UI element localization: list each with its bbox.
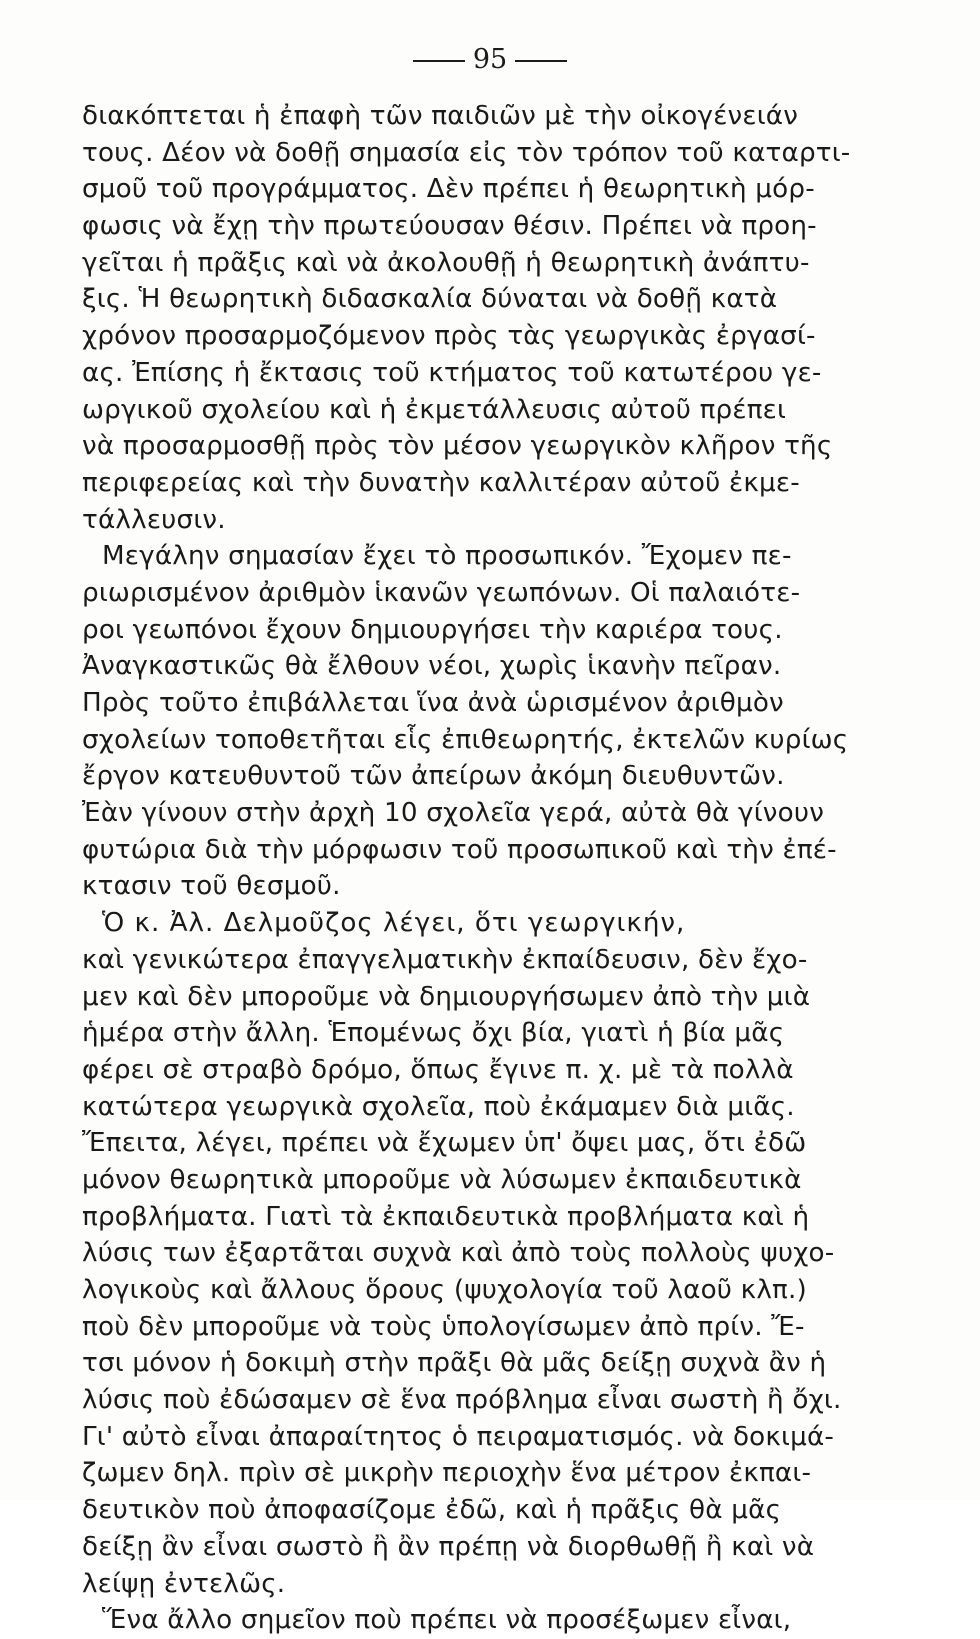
text-line: χρόνον προσαρμοζόμενον πρὸς τὰς γεωργικὰς ἐργασί-	[82, 321, 816, 352]
text-line: κτασιν τοῦ θεσμοῦ.	[82, 871, 341, 902]
text-line: νὰ προσαρμοσθῇ πρὸς τὸν μέσον γεωργικὸν κλῆρον τῆς	[82, 431, 833, 462]
paragraph-start-line: Μεγάλην σημασίαν ἔχει τὸ προσωπικόν. Ἔχομεν πε-	[102, 541, 792, 572]
text-line: περιφερείας καὶ τὴν δυνατὴν καλλιτέραν αὐτοῦ ἐκμε-	[82, 467, 800, 498]
page-number: 95	[472, 44, 508, 75]
text-line: τσι μόνον ἡ δοκιμὴ στὴν πρᾶξι θὰ μᾶς δείξῃ συχνὰ ἂν ἡ	[82, 1348, 827, 1379]
text-line: φωσις νὰ ἔχῃ τὴν πρωτεύουσαν θέσιν. Πρέπει νὰ προη-	[82, 211, 817, 242]
text-line: τους. Δέον νὰ δοθῇ σημασία εἰς τὸν τρόπον τοῦ καταρτι-	[82, 137, 851, 168]
text-line: ἔργον κατευθυντοῦ τῶν ἀπείρων ἀκόμη διευθυντῶν.	[82, 761, 785, 792]
text-line: ποὺ δὲν μποροῦμε νὰ τοὺς ὑπολογίσωμεν ἀπὸ πρίν. Ἔ-	[82, 1311, 805, 1342]
text-line: δείξῃ ἂν εἶναι σωστὸ ἢ ἂν πρέπῃ νὰ διορθωθῇ ἢ καὶ νὰ	[82, 1531, 815, 1562]
text-line: μεν καὶ δὲν μποροῦμε νὰ δημιουργήσωμεν ἀπὸ τὴν μιὰ	[82, 981, 811, 1012]
text-line: Ἀναγκαστικῶς θὰ ἔλθουν νέοι, χωρὶς ἱκανὴν πεῖραν.	[82, 651, 782, 682]
text-line: ροι γεωπόνοι ἔχουν δημιουργήσει τὴν καριέρα τους.	[82, 614, 783, 645]
text-line: μόνον θεωρητικὰ μποροῦμε νὰ λύσωμεν ἐκπαιδευτικὰ	[82, 1164, 802, 1195]
text-line: ξις. Ἡ θεωρητικὴ διδασκαλία δύναται νὰ δοθῇ κατὰ	[82, 284, 778, 315]
left-dash	[413, 60, 465, 62]
text-line: λογικοὺς καὶ ἄλλους ὅρους (ψυχολογία τοῦ λαοῦ κλπ.)	[82, 1275, 807, 1305]
text-line: σμοῦ τοῦ προγράμματος. Δὲν πρέπει ἡ θεωρητικὴ μόρ-	[82, 174, 815, 205]
text-line: Πρὸς τοῦτο ἐπιβάλλεται ἵνα ἀνὰ ὡρισμένον ἀριθμὸν	[82, 688, 784, 718]
text-line: Ἔπειτα, λέγει, πρέπει νὰ ἔχωμεν ὑπ' ὄψει μας, ὅτι ἐδῶ	[82, 1128, 807, 1159]
text-line: ωργικοῦ σχολείου καὶ ἡ ἐκμετάλλευσις αὐτοῦ πρέπει	[82, 394, 787, 425]
text-line: λείψῃ ἐντελῶς.	[82, 1568, 286, 1599]
text-line: ἡμέρα στὴν ἄλλη. Ἑπομένως ὄχι βία, γιατὶ ἡ βία μᾶς	[82, 1018, 785, 1049]
text-line: λύσις ποὺ ἐδώσαμεν σὲ ἕνα πρόβλημα εἶναι σωστὴ ἢ ὄχι.	[82, 1385, 842, 1416]
paragraph-start-line: Ἕνα ἄλλο σημεῖον ποὺ πρέπει νὰ προσέξωμεν εἶναι,	[102, 1605, 792, 1636]
text-line: Γι' αὐτὸ εἶναι ἀπαραίτητος ὁ πειραματισμός. νὰ δοκιμά-	[82, 1421, 835, 1452]
text-line: τάλλευσιν.	[82, 504, 226, 535]
text-line: προβλήματα. Γιατὶ τὰ ἐκπαιδευτικὰ προβλήματα καὶ ἡ	[82, 1201, 810, 1232]
text-line: ας. Ἐπίσης ἡ ἔκτασις τοῦ κτήματος τοῦ κατωτέρου γε-	[82, 357, 822, 388]
text-line: κατώτερα γεωργικὰ σχολεῖα, ποὺ ἐκάμαμεν διὰ μιᾶς.	[82, 1091, 795, 1122]
text-line: φυτώρια διὰ τὴν μόρφωσιν τοῦ προσωπικοῦ καὶ τὴν ἐπέ-	[82, 834, 837, 865]
paragraph-start-line: Ὁ κ. Ἀλ. Δελμοῦζος λέγει, ὅτι γεωργικήν,	[102, 908, 686, 939]
text-line: φέρει σὲ στραβὸ δρόμο, ὅπως ἔγινε π. χ. μὲ τὰ πολλὰ	[82, 1054, 794, 1085]
page-number-header	[0, 44, 980, 75]
text-line: δευτικὸν ποὺ ἀποφασίζομε ἐδῶ, καὶ ἡ πρᾶξις θὰ μᾶς	[82, 1495, 782, 1526]
text-line: ριωρισμένον ἀριθμὸν ἱκανῶν γεωπόνων. Οἱ παλαιότε-	[82, 577, 801, 608]
text-line: ζωμεν δηλ. πρὶν σὲ μικρὴν περιοχὴν ἕνα μέτρον ἐκπαι-	[82, 1458, 812, 1489]
text-line: σχολείων τοποθετῆται εἷς ἐπιθεωρητής, ἐκτελῶν κυρίως	[82, 724, 849, 755]
text-line: γεῖται ἡ πρᾶξις καὶ νὰ ἀκολουθῇ ἡ θεωρητικὴ ἀνάπτυ-	[82, 247, 810, 278]
text-line: διακόπτεται ἡ ἐπαφὴ τῶν παιδιῶν μὲ τὴν οἰκογένειάν	[82, 101, 799, 131]
text-line: καὶ γενικώτερα ἐπαγγελματικὴν ἐκπαίδευσιν, δὲν ἔχο-	[82, 944, 808, 975]
text-line: λύσις των ἐξαρτᾶται συχνὰ καὶ ἀπὸ τοὺς πολλοὺς ψυχο-	[82, 1238, 835, 1269]
body-text	[82, 98, 882, 1639]
text-line: Ἐὰν γίνουν στὴν ἀρχὴ 10 σχολεῖα γερά, αὐτὰ θὰ γίνουν	[82, 798, 825, 829]
right-dash	[515, 60, 567, 62]
